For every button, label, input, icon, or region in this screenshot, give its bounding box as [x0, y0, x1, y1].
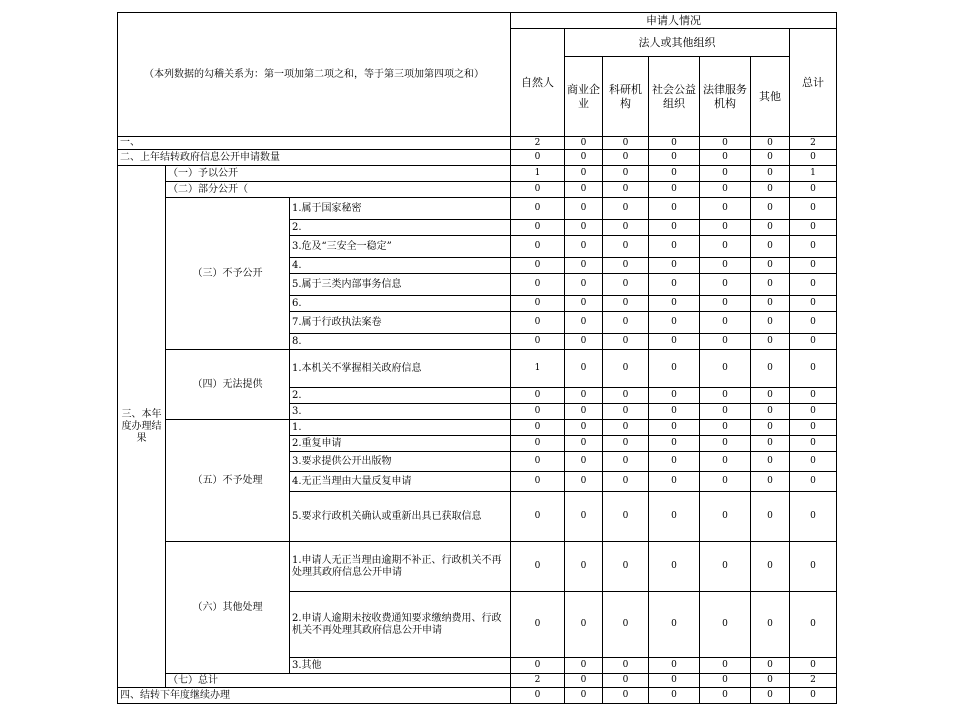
value-cell: 0 [751, 236, 790, 258]
value-cell: 0 [790, 236, 837, 258]
value-cell: 0 [700, 296, 751, 312]
header-natural-person: 自然人 [511, 29, 565, 137]
value-cell: 2 [790, 674, 837, 688]
row-label: （七）总计 [166, 674, 511, 688]
item-label: 1.属于国家秘密 [290, 198, 511, 220]
value-cell: 0 [700, 404, 751, 420]
value-cell: 0 [790, 334, 837, 350]
value-cell: 0 [700, 592, 751, 658]
group-label: （五）不予处理 [166, 420, 290, 542]
value-cell: 0 [700, 137, 751, 150]
item-label: 5.属于三类内部事务信息 [290, 274, 511, 296]
value-cell: 0 [565, 472, 603, 492]
value-cell: 0 [751, 658, 790, 674]
value-cell: 0 [565, 492, 603, 542]
value-cell: 0 [649, 334, 700, 350]
value-cell: 0 [603, 674, 649, 688]
value-cell: 0 [751, 334, 790, 350]
value-cell: 0 [511, 198, 565, 220]
value-cell: 0 [511, 658, 565, 674]
value-cell: 0 [751, 492, 790, 542]
value-cell: 0 [790, 220, 837, 236]
value-cell: 0 [565, 420, 603, 436]
item-label: 7.属于行政执法案卷 [290, 312, 511, 334]
value-cell: 0 [511, 492, 565, 542]
value-cell: 0 [603, 404, 649, 420]
value-cell: 0 [790, 492, 837, 542]
value-cell: 0 [700, 166, 751, 182]
value-cell: 1 [790, 166, 837, 182]
value-cell: 0 [751, 688, 790, 704]
value-cell: 0 [751, 542, 790, 592]
value-cell: 0 [603, 334, 649, 350]
value-cell: 0 [790, 404, 837, 420]
value-cell: 0 [603, 350, 649, 388]
value-cell: 0 [565, 274, 603, 296]
value-cell: 0 [649, 472, 700, 492]
value-cell: 0 [603, 274, 649, 296]
header-note: （本列数据的勾稽关系为：第一项加第二项之和，等于第三项加第四项之和） [118, 13, 511, 137]
value-cell: 0 [790, 658, 837, 674]
item-label: 2. [290, 388, 511, 404]
value-cell: 0 [565, 166, 603, 182]
value-cell: 0 [751, 674, 790, 688]
header-research: 科研机构 [603, 57, 649, 137]
value-cell: 0 [751, 182, 790, 198]
value-cell: 0 [700, 312, 751, 334]
value-cell: 0 [751, 312, 790, 334]
value-cell: 0 [751, 472, 790, 492]
value-cell: 0 [603, 688, 649, 704]
value-cell: 0 [511, 388, 565, 404]
value-cell: 0 [700, 182, 751, 198]
value-cell: 0 [565, 592, 603, 658]
value-cell: 0 [565, 404, 603, 420]
row-label: （一）予以公开 [166, 166, 511, 182]
value-cell: 0 [790, 388, 837, 404]
value-cell: 0 [649, 312, 700, 334]
value-cell: 0 [511, 312, 565, 334]
row-label: 一、 [118, 137, 511, 150]
value-cell: 0 [603, 150, 649, 166]
value-cell: 0 [565, 137, 603, 150]
item-label: 3.其他 [290, 658, 511, 674]
value-cell: 0 [751, 296, 790, 312]
value-cell: 0 [700, 472, 751, 492]
value-cell: 0 [700, 658, 751, 674]
value-cell: 0 [751, 592, 790, 658]
item-label: 1. [290, 420, 511, 436]
value-cell: 0 [751, 198, 790, 220]
value-cell: 0 [700, 150, 751, 166]
value-cell: 0 [649, 542, 700, 592]
value-cell: 0 [751, 452, 790, 472]
value-cell: 1 [511, 166, 565, 182]
item-label: 3.要求提供公开出版物 [290, 452, 511, 472]
value-cell: 0 [700, 420, 751, 436]
value-cell: 0 [511, 182, 565, 198]
value-cell: 0 [603, 592, 649, 658]
value-cell: 0 [511, 274, 565, 296]
group-label: （三）不予公开 [166, 198, 290, 350]
value-cell: 0 [603, 137, 649, 150]
header-business: 商业企业 [565, 57, 603, 137]
value-cell: 0 [790, 258, 837, 274]
value-cell: 0 [790, 420, 837, 436]
value-cell: 0 [700, 198, 751, 220]
value-cell: 0 [649, 198, 700, 220]
value-cell: 0 [511, 452, 565, 472]
value-cell: 0 [649, 420, 700, 436]
value-cell: 0 [565, 452, 603, 472]
value-cell: 0 [565, 688, 603, 704]
value-cell: 0 [511, 592, 565, 658]
value-cell: 0 [790, 542, 837, 592]
value-cell: 0 [649, 236, 700, 258]
header-legal-group: 法人或其他组织 [565, 29, 790, 57]
row-label: 二、上年结转政府信息公开申请数量 [118, 150, 511, 166]
header-other: 其他 [751, 57, 790, 137]
value-cell: 0 [751, 150, 790, 166]
value-cell: 0 [700, 334, 751, 350]
value-cell: 0 [649, 166, 700, 182]
value-cell: 0 [511, 404, 565, 420]
value-cell: 0 [790, 198, 837, 220]
value-cell: 0 [565, 182, 603, 198]
value-cell: 0 [751, 388, 790, 404]
header-social: 社会公益组织 [649, 57, 700, 137]
value-cell: 0 [649, 658, 700, 674]
value-cell: 0 [603, 258, 649, 274]
value-cell: 0 [565, 334, 603, 350]
value-cell: 0 [751, 137, 790, 150]
value-cell: 0 [649, 182, 700, 198]
value-cell: 0 [700, 258, 751, 274]
value-cell: 0 [603, 542, 649, 592]
value-cell: 0 [790, 182, 837, 198]
value-cell: 0 [603, 492, 649, 542]
value-cell: 0 [700, 236, 751, 258]
value-cell: 0 [751, 220, 790, 236]
value-cell: 0 [511, 258, 565, 274]
value-cell: 0 [790, 150, 837, 166]
value-cell: 0 [751, 436, 790, 452]
value-cell: 0 [603, 166, 649, 182]
item-label: 6. [290, 296, 511, 312]
value-cell: 0 [649, 258, 700, 274]
value-cell: 0 [565, 150, 603, 166]
value-cell: 0 [511, 472, 565, 492]
value-cell: 0 [700, 688, 751, 704]
item-label: 8. [290, 334, 511, 350]
value-cell: 0 [649, 296, 700, 312]
value-cell: 0 [649, 688, 700, 704]
value-cell: 0 [603, 312, 649, 334]
value-cell: 0 [603, 658, 649, 674]
value-cell: 0 [700, 388, 751, 404]
value-cell: 0 [511, 236, 565, 258]
value-cell: 0 [565, 388, 603, 404]
value-cell: 0 [649, 350, 700, 388]
value-cell: 0 [790, 436, 837, 452]
value-cell: 0 [565, 258, 603, 274]
value-cell: 0 [751, 350, 790, 388]
group-label: （四）无法提供 [166, 350, 290, 420]
value-cell: 0 [565, 220, 603, 236]
value-cell: 0 [790, 274, 837, 296]
value-cell: 0 [751, 274, 790, 296]
value-cell: 0 [603, 472, 649, 492]
value-cell: 0 [649, 274, 700, 296]
value-cell: 0 [700, 350, 751, 388]
value-cell: 0 [649, 404, 700, 420]
row-label: 四、结转下年度继续办理 [118, 688, 511, 704]
value-cell: 0 [603, 436, 649, 452]
section-three-label: 三、本年度办理结果 [118, 166, 166, 688]
value-cell: 2 [511, 674, 565, 688]
group-label: （六）其他处理 [166, 542, 290, 674]
value-cell: 0 [649, 436, 700, 452]
value-cell: 0 [603, 420, 649, 436]
item-label: 4. [290, 258, 511, 274]
value-cell: 0 [700, 274, 751, 296]
item-label: 1.本机关不掌握相关政府信息 [290, 350, 511, 388]
item-label: 1.申请人无正当理由逾期不补正、行政机关不再处理其政府信息公开申请 [290, 542, 511, 592]
statistics-table [117, 12, 837, 704]
value-cell: 0 [603, 452, 649, 472]
value-cell: 0 [700, 492, 751, 542]
header-total: 总计 [790, 29, 837, 137]
value-cell: 0 [700, 452, 751, 472]
value-cell: 0 [790, 312, 837, 334]
value-cell: 0 [790, 688, 837, 704]
value-cell: 0 [751, 404, 790, 420]
value-cell: 0 [511, 542, 565, 592]
value-cell: 0 [565, 436, 603, 452]
value-cell: 0 [751, 420, 790, 436]
value-cell: 0 [700, 674, 751, 688]
value-cell: 0 [790, 452, 837, 472]
value-cell: 0 [751, 258, 790, 274]
header-legal-service: 法律服务机构 [700, 57, 751, 137]
value-cell: 0 [649, 492, 700, 542]
value-cell: 0 [790, 472, 837, 492]
value-cell: 0 [565, 658, 603, 674]
value-cell: 0 [565, 198, 603, 220]
value-cell: 0 [649, 220, 700, 236]
header-applicant: 申请人情况 [511, 13, 837, 29]
row-label: （二）部分公开（ [166, 182, 511, 198]
value-cell: 0 [511, 334, 565, 350]
item-label: 3.危及“三安全一稳定” [290, 236, 511, 258]
item-label: 2. [290, 220, 511, 236]
value-cell: 0 [790, 296, 837, 312]
value-cell: 0 [511, 150, 565, 166]
value-cell: 0 [700, 220, 751, 236]
value-cell: 0 [511, 436, 565, 452]
value-cell: 0 [565, 312, 603, 334]
value-cell: 0 [603, 182, 649, 198]
value-cell: 0 [603, 198, 649, 220]
value-cell: 0 [511, 296, 565, 312]
value-cell: 0 [565, 350, 603, 388]
item-label: 3. [290, 404, 511, 420]
value-cell: 0 [603, 296, 649, 312]
value-cell: 0 [700, 436, 751, 452]
value-cell: 0 [511, 420, 565, 436]
value-cell: 0 [649, 150, 700, 166]
value-cell: 0 [790, 592, 837, 658]
value-cell: 2 [790, 137, 837, 150]
value-cell: 1 [511, 350, 565, 388]
value-cell: 0 [649, 452, 700, 472]
value-cell: 0 [603, 220, 649, 236]
value-cell: 0 [649, 137, 700, 150]
value-cell: 0 [565, 296, 603, 312]
item-label: 4.无正当理由大量反复申请 [290, 472, 511, 492]
item-label: 2.申请人逾期未按收费通知要求缴纳费用、行政机关不再处理其政府信息公开申请 [290, 592, 511, 658]
value-cell: 0 [751, 166, 790, 182]
item-label: 2.重复申请 [290, 436, 511, 452]
value-cell: 0 [649, 674, 700, 688]
value-cell: 0 [649, 592, 700, 658]
value-cell: 0 [700, 542, 751, 592]
item-label: 5.要求行政机关确认或重新出具已获取信息 [290, 492, 511, 542]
value-cell: 2 [511, 137, 565, 150]
value-cell: 0 [603, 236, 649, 258]
value-cell: 0 [511, 220, 565, 236]
value-cell: 0 [790, 350, 837, 388]
value-cell: 0 [565, 542, 603, 592]
value-cell: 0 [649, 388, 700, 404]
value-cell: 0 [603, 388, 649, 404]
value-cell: 0 [511, 688, 565, 704]
value-cell: 0 [565, 236, 603, 258]
value-cell: 0 [565, 674, 603, 688]
